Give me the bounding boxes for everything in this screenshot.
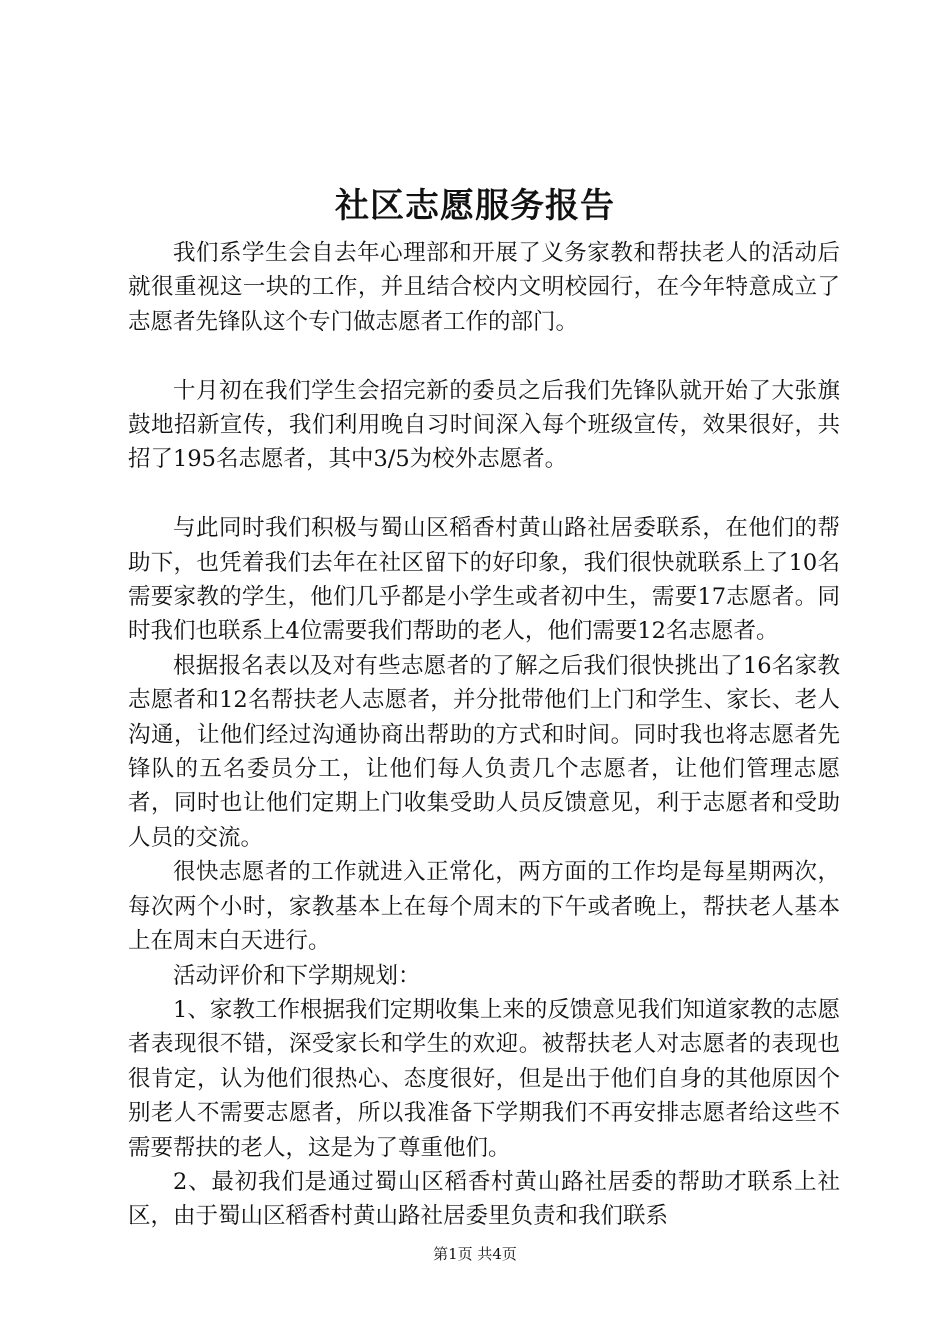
paragraph-6: 活动评价和下学期规划： xyxy=(173,962,421,989)
paragraph-7: 1、家教工作根据我们定期收集上来的反馈意见我们知道家教的志愿者表现很不错，深受家长和学生的欢迎。被帮扶老人对志愿者的表现也很肯定，认为他们很热心、态度很好，但是出于他们自身的其他原因个别老人不需要志愿者，所以我准备下学期我们不再安排志愿者给这些不需要帮扶的老人，这是为了尊重他们。 xyxy=(128,996,840,1161)
page-footer: 第1页 共4页 xyxy=(433,1245,517,1263)
paragraph-4: 根据报名表以及对有些志愿者的了解之后我们很快挑出了16名家教志愿者和12名帮扶老人志愿者，并分批带他们上门和学生、家长、老人沟通，让他们经过沟通协商出帮助的方式和时间。同时我也将志愿者先锋队的五名委员分工，让他们每人负责几个志愿者，让他们管理志愿者，同时也让他们定期上门收集受助人员反馈意见，利于志愿者和受助人员的交流。 xyxy=(128,652,840,851)
document-title: 社区志愿服务报告 xyxy=(335,186,615,226)
paragraph-3: 与此同时我们积极与蜀山区稻香村黄山路社居委联系，在他们的帮助下，也凭着我们去年在社区留下的好印象，我们很快就联系上了10名需要家教的学生，他们几乎都是小学生或者初中生，需要17志愿者。同时我们也联系上4位需要我们帮助的老人，他们需要12名志愿者。 xyxy=(128,515,840,645)
paragraph-2: 十月初在我们学生会招完新的委员之后我们先锋队就开始了大张旗鼓地招新宣传，我们利用晚自习时间深入每个班级宣传，效果很好，共招了195名志愿者，其中3/5为校外志愿者。 xyxy=(128,377,840,473)
paragraph-1: 我们系学生会自去年心理部和开展了义务家教和帮扶老人的活动后就很重视这一块的工作，并且结合校内文明校园行，在今年特意成立了志愿者先锋队这个专门做志愿者工作的部门。 xyxy=(128,240,840,335)
paragraph-8: 2、最初我们是通过蜀山区稻香村黄山路社居委的帮助才联系上社区，由于蜀山区稻香村黄山路社居委里负责和我们联系 xyxy=(128,1168,840,1230)
paragraph-5: 很快志愿者的工作就进入正常化，两方面的工作均是每星期两次，每次两个小时，家教基本上在每个周末的下午或者晚上，帮扶老人基本上在周末白天进行。 xyxy=(128,859,840,955)
document-body xyxy=(128,236,840,1234)
